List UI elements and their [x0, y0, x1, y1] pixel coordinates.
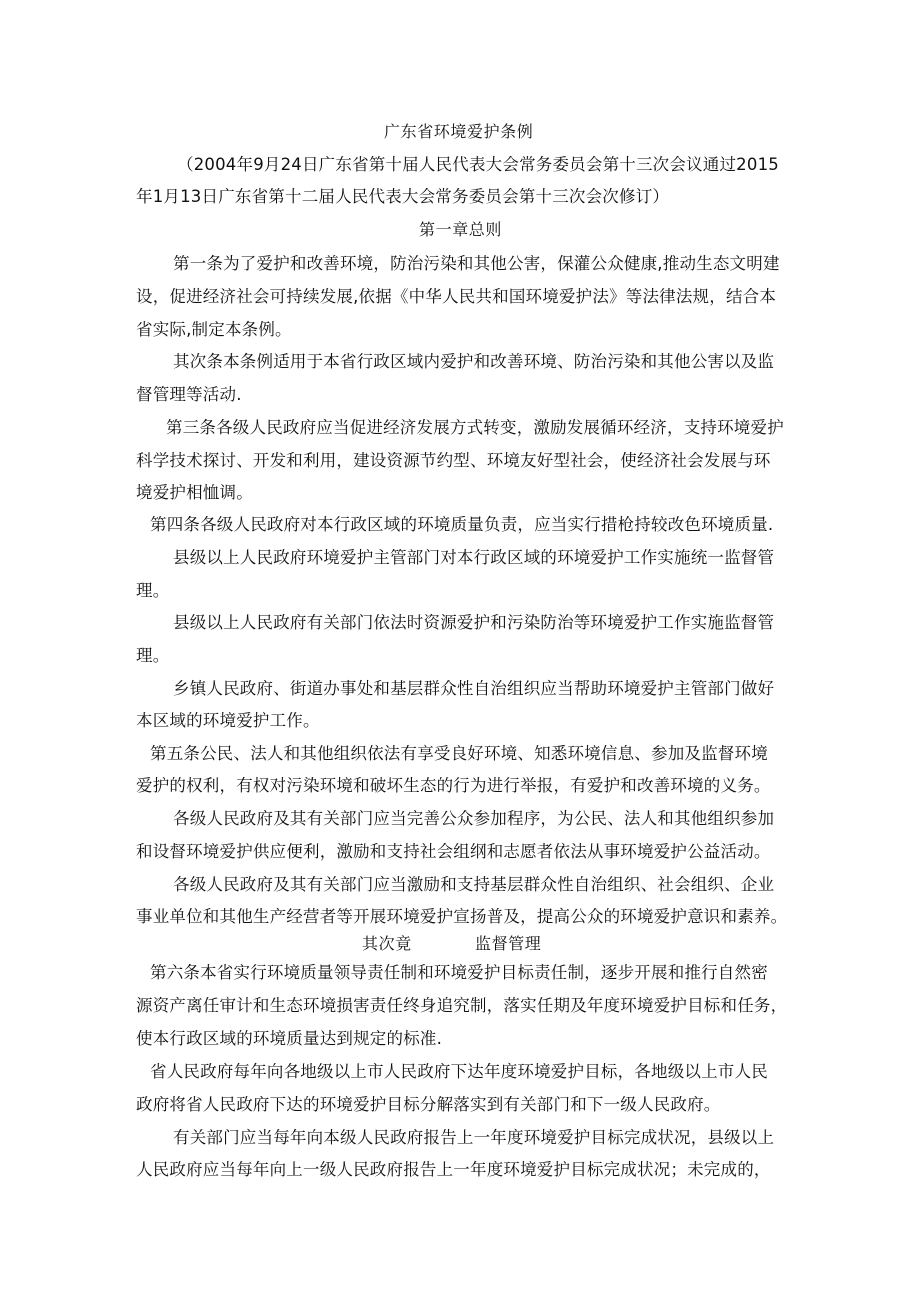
body-line: 第一条为了爱护和改善环境，防治污染和其他公害，保灌公众健康,推动生态文明建	[173, 254, 780, 273]
body-line: 事业单位和其他生产经营者等开展环境爱护宣扬普及，提高公众的环境爱护意识和素养。	[136, 907, 788, 926]
body-line: 第六条本省实行环境质量领导责任制和环境爱护目标责任制，逐步开展和推行自然密	[150, 963, 768, 982]
body-line: 省人民政府每年向各地级以上市人民政府下达年度环境爱护目标，各地级以上市人民	[150, 1062, 768, 1081]
body-line: 使本行政区域的环境质量达到规定的标准.	[136, 1029, 443, 1048]
body-line: 理。	[136, 646, 170, 665]
body-line: 源资产离任审计和生态环境损害责任终身追究制，落实任期及年度环境爱护目标和任务，	[136, 996, 788, 1015]
body-line: 县级以上人民政府环境爱护主管部门对本行政区域的环境爱护工作实施统一监督管	[173, 548, 775, 567]
chapter-2-heading-title: 监督管理	[475, 934, 542, 953]
document-subtitle-line-2: 年1月13日广东省第十二届人民代表大会常务委员会第十三次会次修订）	[136, 187, 670, 206]
body-line: 省实际,制定本条例。	[136, 320, 292, 339]
body-line: 乡镇人民政府、街道办事处和基层群众性自治组织应当帮助环境爱护主管部门做好	[173, 679, 775, 698]
body-line: 各级人民政府及其有关部门应当完善公众参加程序，为公民、法人和其他组织参加	[173, 809, 775, 828]
body-line: 县级以上人民政府有关部门依法时资源爱护和污染防治等环境爱护工作实施监督管	[173, 613, 775, 632]
body-line: 爱护的权利，有权对污染环境和破坏生态的行为进行举报，有爱护和改善环境的义务。	[136, 776, 771, 795]
body-line: 境爱护相恤调。	[136, 483, 253, 502]
body-line: 有关部门应当每年向本级人民政府报告上一年度环境爱护目标完成状况，县级以上	[173, 1128, 775, 1147]
body-line: 督管理等活动.	[136, 385, 242, 404]
body-line: 设，促进经济社会可持续发展,依据《中华人民共和国环境爱护法》等法律法规，结合本	[136, 287, 777, 306]
body-line: 本区域的环境爱护工作。	[136, 711, 320, 730]
body-line: 第四条各级人民政府对本行政区域的环境质量负责，应当实行措枪持较改色环境质量.	[150, 515, 774, 534]
body-line: 第三条各级人民政府应当促进经济发展方式转变，激励发展循环经济，支持环境爱护	[166, 418, 784, 437]
document-subtitle-line-1: （2004年9月24日广东省第十届人民代表大会常务委员会第十三次会议通过2015	[177, 155, 779, 174]
chapter-1-heading: 第一章总则	[419, 220, 503, 239]
body-line: 各级人民政府及其有关部门应当激励和支持基层群众性自治组织、社会组织、企业	[173, 875, 775, 894]
body-line: 第五条公民、法人和其他组织依法有享受良好环境、知悉环境信息、参加及监督环境	[150, 744, 768, 763]
body-line: 科学技术探讨、开发和利用，建设资源节约型、环境友好型社会，使经济社会发展与环	[136, 451, 771, 470]
body-line: 人民政府应当每年向上一级人民政府报告上一年度环境爱护目标完成状况；未完成的，	[136, 1160, 771, 1179]
document-title: 广东省环境爱护条例	[384, 122, 534, 141]
body-line: 理。	[136, 581, 170, 600]
chapter-2-heading-number: 其次竟	[362, 934, 412, 953]
body-line: 其次条本条例适用于本省行政区域内爱护和改善环境、防治污染和其他公害以及监	[173, 352, 775, 371]
body-line: 和设督环境爱护供应便利，激励和支持社会组纲和志愿者依法从事环境爱护公益活动。	[136, 842, 771, 861]
body-line: 政府将省人民政府下达的环境爱护目标分解落实到有关部门和下一级人民政府。	[136, 1095, 721, 1114]
